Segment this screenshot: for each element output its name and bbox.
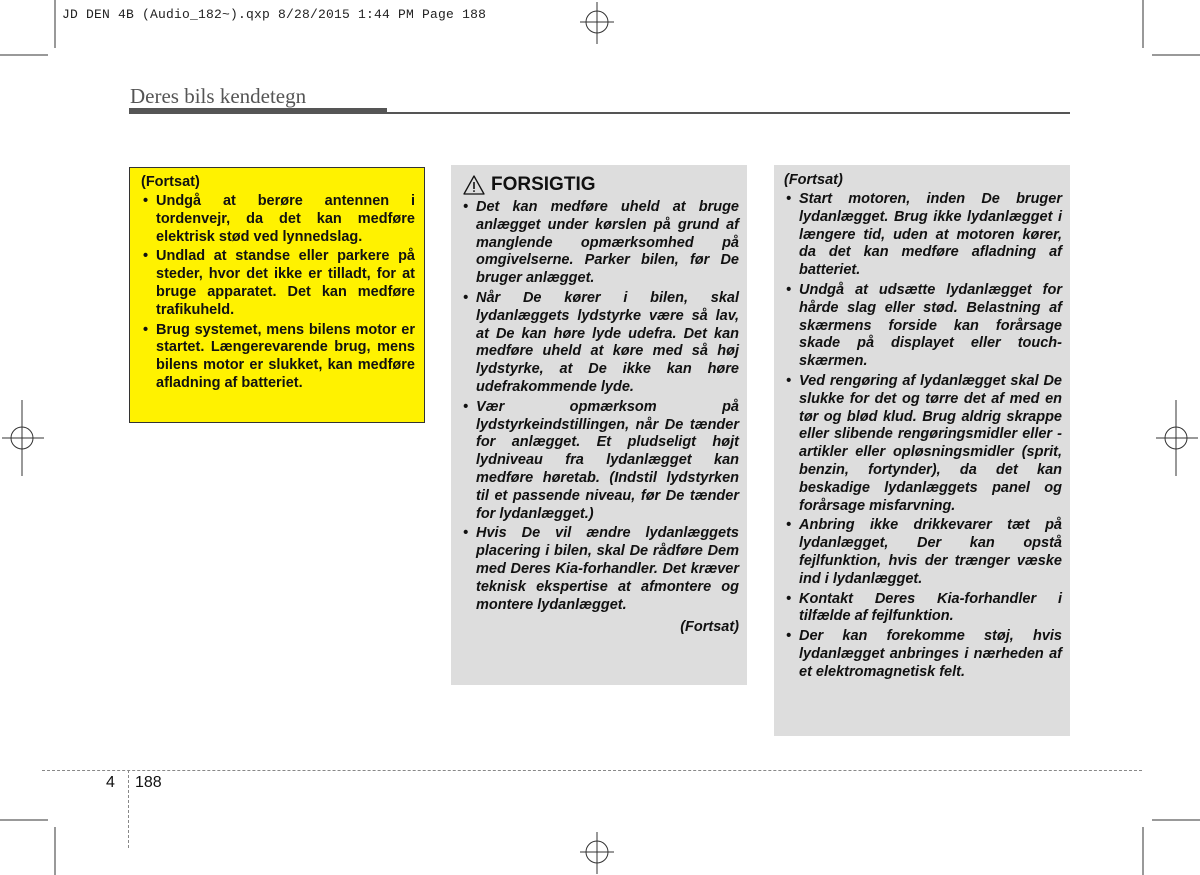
caution-box bbox=[451, 165, 747, 685]
list-item: • Brug systemet, mens bilens motor er startet. Længerevarende brug, mens bilens motor er slukket, kan medføre afladning af batteriet. bbox=[143, 321, 415, 391]
registration-crosshair-icon bbox=[1156, 400, 1198, 476]
section-number: 4 bbox=[106, 774, 115, 791]
list-item: • Ved rengøring af lydanlægget skal De slukke for det og tørre det af med en tør og blød klud. Brug aldrig skrappe eller slibende rengøringsmidler eller -artikler eller opløsningsmidler (sprit, benzin, fortynder), da det kan beskadige lydanlæggets panel og forårsage misfarvning. bbox=[786, 372, 1062, 514]
list-item: • Undlad at standse eller parkere på steder, hvor det ikke er tilladt, for at bruge apparatet. Det kan medføre trafikuheld. bbox=[143, 248, 415, 318]
title-rule-thin bbox=[387, 112, 1070, 114]
footer-divider-vertical bbox=[128, 770, 129, 848]
footer-divider bbox=[42, 770, 1142, 771]
list-item: • Kontakt Deres Kia-forhandler i tilfælde af fejlfunktion. bbox=[786, 590, 1062, 625]
list-item: • Anbring ikke drikkevarer tæt på lydanlægget, Der kan opstå fejlfunktion, hvis der trænger væske ind i lydanlægget. bbox=[786, 517, 1062, 587]
caution-title: FORSIGTIG bbox=[491, 174, 596, 195]
print-slug-header: JD DEN 4B (Audio_182~).qxp 8/28/2015 1:44 PM Page 188 bbox=[62, 7, 487, 22]
list-item: • Hvis De vil ændre lydanlæggets placering i bilen, skal De rådføre Dem med Deres Kia-forhandler. Det kræver teknisk ekspertise at afmontere og montere lydanlægget. bbox=[463, 525, 739, 613]
note-list bbox=[141, 193, 415, 393]
continued-label: (Fortsat) bbox=[784, 172, 843, 188]
continued-label: (Fortsat) bbox=[141, 174, 200, 190]
title-rule-thick bbox=[129, 108, 387, 114]
section-title: Deres bils kendetegn bbox=[130, 84, 307, 108]
registration-crosshair-icon bbox=[580, 832, 614, 874]
registration-crosshair-icon bbox=[2, 400, 44, 476]
list-item: • Undgå at berøre antennen i tordenvejr, da det kan medføre elektrisk stød ved lynnedslag. bbox=[143, 193, 415, 245]
caution-list bbox=[461, 199, 739, 614]
list-item: • Vær opmærksom på lydstyrkeindstillingen, når De tænder for anlægget. Et pludseligt højt lydniveau fra lydanlægget kan medføre høretab. (Indstil lydstyrken til et passende niveau, før De tænder for lydanlægget.) bbox=[463, 398, 739, 522]
list-item: • Det kan medføre uheld at bruge anlægget under kørslen på grund af manglende opmærksomhed på omgivelserne. Parker bilen, før De bruger anlægget. bbox=[463, 199, 739, 287]
list-item: • Undgå at udsætte lydanlægget for hårde slag eller stød. Belastning af skærmens forside kan forårsage skade på displayet eller touch-skærmen. bbox=[786, 281, 1062, 370]
list-item: • Der kan forekomme støj, hvis lydanlægget anbringes i nærheden af et elektromagnetisk felt. bbox=[786, 628, 1062, 680]
list-item: • Når De kører i bilen, skal lydanlæggets lydstyrke være så lav, at De kan høre lyde udefra. Det kan medføre uheld at køre med så høj lydstyrke, at De ikke kan høre udefrakommende lyde. bbox=[463, 289, 739, 395]
caution-heading bbox=[461, 173, 739, 197]
continued-footer: (Fortsat) bbox=[680, 619, 739, 636]
note-box-continued bbox=[129, 167, 425, 423]
caution-list-continued bbox=[784, 191, 1062, 682]
page-number: 188 bbox=[135, 774, 162, 791]
caution-box-continued bbox=[774, 165, 1070, 736]
registration-crosshair-icon bbox=[580, 2, 614, 44]
warning-triangle-icon bbox=[463, 175, 485, 195]
list-item: • Start motoren, inden De bruger lydanlægget. Brug ikke lydanlægget i længere tid, uden at motoren kører, da det kan medføre afladning af batteriet. bbox=[786, 191, 1062, 279]
